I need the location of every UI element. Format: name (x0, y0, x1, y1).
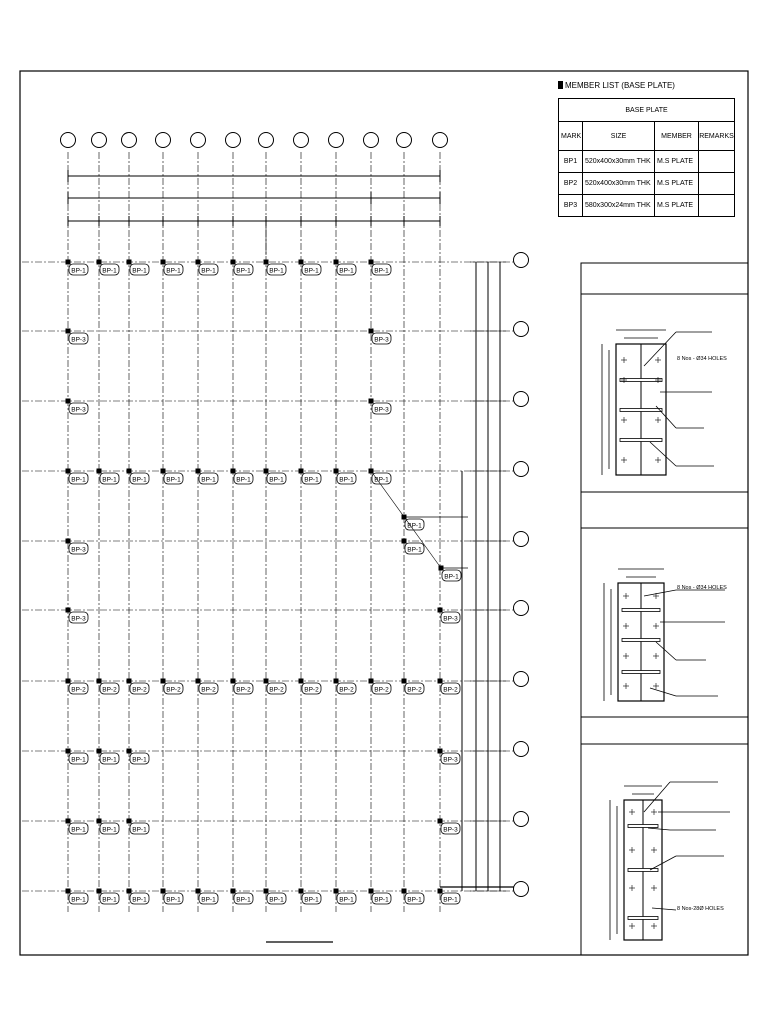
column-marker (196, 889, 201, 894)
column-marker (438, 889, 443, 894)
tag-label: BP-3 (71, 336, 86, 344)
column-marker (264, 469, 269, 474)
column-marker (369, 260, 374, 265)
tag-label: BP-2 (166, 686, 181, 694)
column-marker (66, 889, 71, 894)
base-plate-detail (604, 569, 727, 701)
column-marker (438, 819, 443, 824)
cell-remarks (699, 195, 735, 217)
table-header-remarks: REMARKS (699, 122, 735, 151)
tag-label: BP-3 (443, 826, 458, 834)
column-marker (66, 260, 71, 265)
column-marker (369, 329, 374, 334)
tag-label: BP-3 (443, 615, 458, 623)
grid-bubble (156, 133, 171, 148)
cell-remarks (699, 173, 735, 195)
column-marker (66, 608, 71, 613)
tag-label: BP-2 (71, 686, 86, 694)
tag-label: BP-1 (71, 267, 86, 275)
tag-label: BP-1 (444, 573, 459, 581)
tag-label: BP-1 (269, 267, 284, 275)
hole-note: 8 Nos - Ø34 HOLES (677, 356, 727, 362)
tag-label: BP-1 (71, 826, 86, 834)
member-list-title (558, 80, 675, 92)
table-header-size: SIZE (583, 122, 655, 151)
column-marker (196, 469, 201, 474)
tag-label: BP-1 (132, 756, 147, 764)
tag-label: BP-2 (374, 686, 389, 694)
tag-label: BP-1 (374, 476, 389, 484)
tag-label: BP-1 (201, 267, 216, 275)
grid-bubble (514, 322, 529, 337)
tag-label: BP-1 (166, 896, 181, 904)
cell-member: M.S PLATE (655, 151, 699, 173)
member-list-title-text: MEMBER LIST (BASE PLATE) (565, 81, 675, 90)
column-marker (97, 469, 102, 474)
column-marker (127, 260, 132, 265)
column-marker (264, 260, 269, 265)
column-marker (264, 679, 269, 684)
tag-label: BP-2 (443, 686, 458, 694)
base-plate-detail (602, 330, 727, 475)
grid-bubble (514, 742, 529, 757)
stiffener (628, 917, 658, 920)
column-marker (299, 260, 304, 265)
grid-bubble (397, 133, 412, 148)
tag-label: BP-1 (339, 476, 354, 484)
grid-bubble (92, 133, 107, 148)
stiffener (620, 439, 662, 442)
cell-mark: BP2 (559, 173, 583, 195)
cell-mark: BP3 (559, 195, 583, 217)
grid-bubble (514, 882, 529, 897)
column-marker (231, 889, 236, 894)
column-marker (264, 889, 269, 894)
stiffener (628, 825, 658, 828)
column-marker (231, 469, 236, 474)
stiffener (622, 639, 660, 642)
table-header-member: MEMBER (655, 122, 699, 151)
tag-label: BP-1 (236, 896, 251, 904)
grid-bubble (294, 133, 309, 148)
column-marker (334, 469, 339, 474)
grid-bubble (329, 133, 344, 148)
tag-label: BP-1 (132, 826, 147, 834)
grid-bubble (514, 812, 529, 827)
tag-label: BP-1 (304, 476, 319, 484)
column-marker (402, 889, 407, 894)
tag-label: BP-1 (304, 896, 319, 904)
table-row (559, 151, 735, 173)
tag-label: BP-2 (304, 686, 319, 694)
grid-bubble (259, 133, 274, 148)
stiffener (622, 671, 660, 674)
column-marker (97, 749, 102, 754)
grid-bubbles (61, 133, 529, 897)
tag-label: BP-1 (71, 476, 86, 484)
tag-label: BP-1 (102, 476, 117, 484)
grid-bubble (514, 601, 529, 616)
column-marker (66, 329, 71, 334)
grid-bubble (433, 133, 448, 148)
cell-remarks (699, 151, 735, 173)
tag-label: BP-1 (132, 267, 147, 275)
column-marker (438, 749, 443, 754)
column-marker (196, 260, 201, 265)
tag-label: BP-2 (236, 686, 251, 694)
column-marker (161, 889, 166, 894)
base-plate-plan (66, 260, 469, 905)
tag-label: BP-3 (71, 615, 86, 623)
column-marker (66, 819, 71, 824)
tag-label: BP-2 (102, 686, 117, 694)
tag-label: BP-3 (374, 406, 389, 414)
column-marker (97, 819, 102, 824)
tag-label: BP-1 (102, 896, 117, 904)
column-marker (438, 608, 443, 613)
table-group-header: BASE PLATE (559, 99, 735, 122)
column-marker (334, 679, 339, 684)
hole-note: 8 Nos - Ø34 HOLES (677, 585, 727, 591)
column-marker (299, 469, 304, 474)
tag-label: BP-1 (339, 267, 354, 275)
tag-label: BP-1 (443, 896, 458, 904)
member-list-table (558, 98, 735, 217)
tag-label: BP-1 (374, 896, 389, 904)
cell-size: 580x300x24mm THK (583, 195, 655, 217)
title-marker-icon (558, 81, 563, 89)
tag-label: BP-1 (339, 896, 354, 904)
column-marker (127, 889, 132, 894)
column-marker (402, 679, 407, 684)
tag-label: BP-1 (132, 476, 147, 484)
column-marker (66, 539, 71, 544)
grid-bubble (514, 532, 529, 547)
grid-bubble (122, 133, 137, 148)
tag-label: BP-2 (201, 686, 216, 694)
tag-label: BP-1 (132, 896, 147, 904)
tag-label: BP-3 (71, 406, 86, 414)
tag-label: BP-1 (201, 476, 216, 484)
table-row (559, 173, 735, 195)
column-marker (231, 679, 236, 684)
tag-label: BP-1 (102, 756, 117, 764)
tag-label: BP-1 (236, 476, 251, 484)
column-marker (299, 679, 304, 684)
tag-label: BP-1 (269, 896, 284, 904)
tag-label: BP-2 (132, 686, 147, 694)
grid-bubble (514, 672, 529, 687)
cell-size: 520x400x30mm THK (583, 151, 655, 173)
column-marker (334, 260, 339, 265)
column-marker (196, 679, 201, 684)
column-marker (161, 679, 166, 684)
cell-size: 520x400x30mm THK (583, 173, 655, 195)
column-marker (97, 679, 102, 684)
tag-label: BP-3 (71, 546, 86, 554)
grid-bubble (364, 133, 379, 148)
column-marker (66, 399, 71, 404)
column-marker (97, 889, 102, 894)
column-marker (66, 749, 71, 754)
column-marker (334, 889, 339, 894)
cell-member: M.S PLATE (655, 173, 699, 195)
tag-label: BP-1 (407, 896, 422, 904)
hole-note: 8 Nos-28Ø HOLES (677, 906, 724, 912)
grid-bubble (191, 133, 206, 148)
tag-label: BP-1 (201, 896, 216, 904)
grid-bubble (226, 133, 241, 148)
stiffener (628, 869, 658, 872)
tag-label: BP-1 (166, 476, 181, 484)
column-marker (127, 819, 132, 824)
grid-bubble (514, 253, 529, 268)
grid-bubble (514, 462, 529, 477)
column-marker (299, 889, 304, 894)
column-marker (66, 679, 71, 684)
tag-label: BP-2 (407, 686, 422, 694)
base-plate-detail (610, 782, 730, 940)
tag-label: BP-3 (374, 336, 389, 344)
column-marker (231, 260, 236, 265)
inclined-member-line (371, 471, 441, 568)
column-marker (438, 679, 443, 684)
base-plate-details (602, 330, 730, 940)
tag-label: BP-1 (407, 522, 422, 530)
cell-member: M.S PLATE (655, 195, 699, 217)
tag-label: BP-1 (71, 756, 86, 764)
column-marker (369, 679, 374, 684)
column-marker (97, 260, 102, 265)
tag-label: BP-2 (269, 686, 284, 694)
stiffener (622, 609, 660, 612)
grid-bubble (514, 392, 529, 407)
grid-bubble (61, 133, 76, 148)
tag-label: BP-1 (374, 267, 389, 275)
tag-label: BP-1 (102, 826, 117, 834)
cell-mark: BP1 (559, 151, 583, 173)
stiffener (620, 409, 662, 412)
dimension-lines (68, 170, 514, 891)
column-marker (127, 679, 132, 684)
table-row (559, 195, 735, 217)
column-marker (369, 399, 374, 404)
tag-label: BP-2 (339, 686, 354, 694)
column-marker (402, 539, 407, 544)
column-marker (127, 749, 132, 754)
column-marker (369, 889, 374, 894)
tag-label: BP-1 (102, 267, 117, 275)
table-header-mark: MARK (559, 122, 583, 151)
tag-label: BP-1 (304, 267, 319, 275)
column-marker (66, 469, 71, 474)
tag-label: BP-1 (269, 476, 284, 484)
tag-label: BP-1 (407, 546, 422, 554)
column-marker (127, 469, 132, 474)
column-marker (161, 260, 166, 265)
tag-label: BP-1 (236, 267, 251, 275)
tag-label: BP-1 (71, 896, 86, 904)
tag-label: BP-1 (166, 267, 181, 275)
tag-label: BP-3 (443, 756, 458, 764)
column-marker (161, 469, 166, 474)
